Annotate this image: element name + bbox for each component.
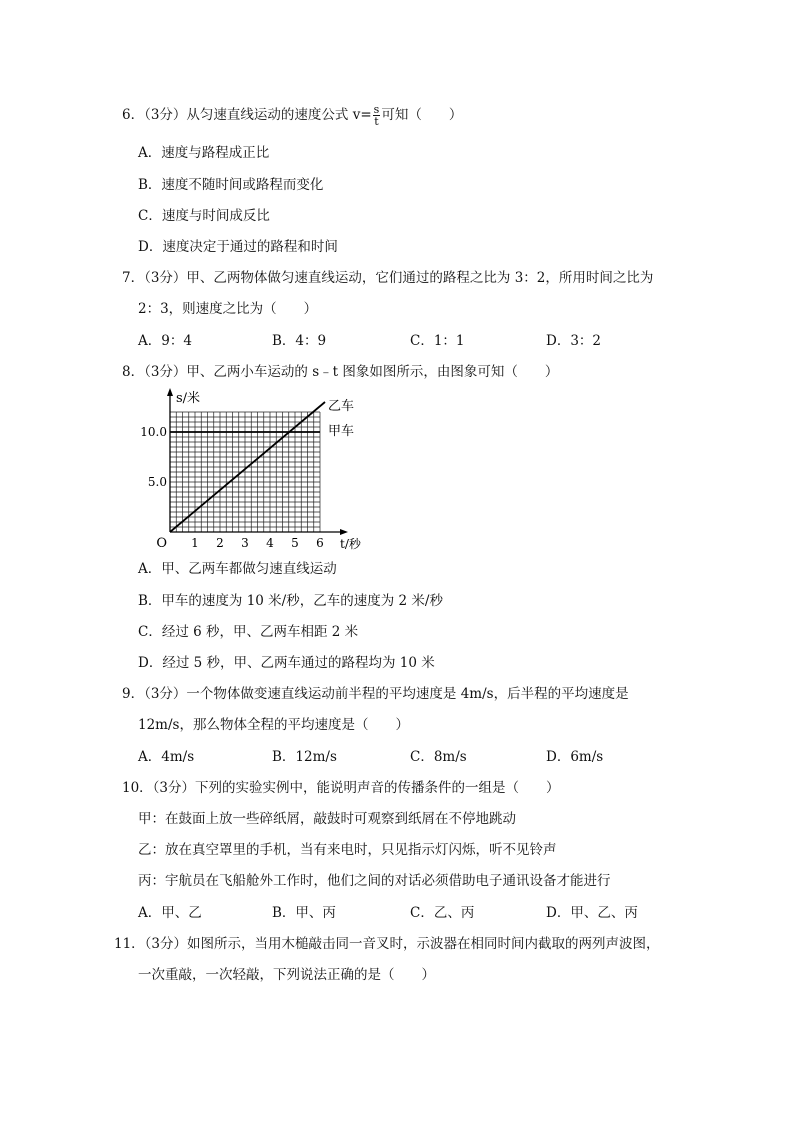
y-axis-label: s/米 (176, 391, 201, 406)
q7-option-d: D．3：2 (546, 333, 602, 349)
q11-stem-line1: 11．（3分）如图所示，当用木槌敲击同一音叉时，示波器在相同时间内截取的两列声波图， (114, 936, 660, 952)
q6-fraction (373, 104, 381, 127)
origin-label: O (156, 536, 167, 551)
x-tick-label: 1 (191, 536, 199, 550)
x-tick-label: 2 (216, 536, 224, 550)
q7-option-b: B．4：9 (272, 333, 327, 349)
q6-stem-before: 6．（3分）从匀速直线运动的速度公式 v= (122, 107, 372, 123)
q10-option-d: D．甲、乙、丙 (546, 905, 638, 921)
q6-option-c: C．速度与时间成反比 (138, 208, 270, 224)
q10-item-jia: 甲：在鼓面上放一些碎纸屑，敲鼓时可观察到纸屑在不停地跳动 (138, 811, 516, 827)
q8-option-c: C．经过 6 秒，甲、乙两车相距 2 米 (138, 624, 359, 640)
x-tick-label: 5 (291, 536, 299, 550)
q9-option-c: C．8m/s (410, 749, 467, 765)
q9-option-a: A．4m/s (138, 749, 195, 765)
q6-option-d: D．速度决定于通过的路程和时间 (138, 239, 338, 255)
x-tick-label: 3 (241, 536, 249, 550)
y-tick-label: 10.0 (140, 425, 167, 439)
q8-st-chart (130, 388, 370, 556)
q7-stem-line1: 7．（3分）甲、乙两物体做匀速直线运动，它们通过的路程之比为 3：2，所用时间之比为 (122, 270, 654, 286)
q6-frac-den: t (374, 115, 379, 128)
q6-option-b: B．速度不随时间或路程而变化 (138, 177, 324, 193)
q8-option-d: D．经过 5 秒，甲、乙两车通过的路程均为 10 米 (138, 655, 435, 671)
q8-option-a: A．甲、乙两车都做匀速直线运动 (138, 561, 337, 577)
q7-option-c: C．1：1 (410, 333, 465, 349)
x-axis-arrow (340, 529, 348, 535)
x-tick-label: 4 (266, 536, 274, 550)
x-axis-label: t/秒 (340, 537, 361, 551)
q9-stem-line2: 12m/s，那么物体全程的平均速度是（ ） (138, 717, 409, 733)
q9-option-d: D．6m/s (546, 749, 604, 765)
q10-option-b: B．甲、丙 (272, 905, 336, 921)
q9-stem-line1: 9．（3分）一个物体做变速直线运动前半程的平均速度是 4m/s，后半程的平均速度是 (122, 686, 629, 702)
q10-item-yi: 乙：放在真空罩里的手机，当有来电时，只见指示灯闪烁，听不见铃声 (138, 842, 557, 858)
x-tick-label: 6 (316, 536, 324, 550)
q8-stem: 8．（3分）甲、乙两小车运动的 s﹣t 图象如图所示，由图象可知（ ） (122, 364, 559, 380)
q10-option-a: A．甲、乙 (138, 905, 202, 921)
q8-option-b: B．甲车的速度为 10 米/秒，乙车的速度为 2 米/秒 (138, 593, 443, 609)
y-axis-arrow (167, 388, 173, 396)
q10-stem: 10．（3分）下列的实验实例中，能说明声音的传播条件的一组是（ ） (122, 780, 560, 796)
q6-frac-num: s (373, 103, 380, 116)
q11-stem-line2: 一次重敲，一次轻敲，下列说法正确的是（ ） (138, 967, 435, 983)
q10-item-bing: 丙：宇航员在飞船舱外工作时，他们之间的对话必须借助电子通讯设备才能进行 (138, 873, 611, 889)
q7-option-a: A．9：4 (138, 333, 192, 349)
q6-option-a: A．速度与路程成正比 (138, 145, 270, 161)
q6-stem-after: 可知（ ） (381, 107, 463, 123)
q7-stem-line2: 2：3，则速度之比为（ ） (138, 301, 318, 317)
q9-option-b: B．12m/s (272, 749, 337, 765)
series-label-0: 乙车 (328, 399, 355, 414)
y-tick-label: 5.0 (147, 475, 167, 489)
q10-option-c: C．乙、丙 (410, 905, 475, 921)
series-label-1: 甲车 (328, 424, 355, 439)
q6-stem (122, 104, 462, 127)
